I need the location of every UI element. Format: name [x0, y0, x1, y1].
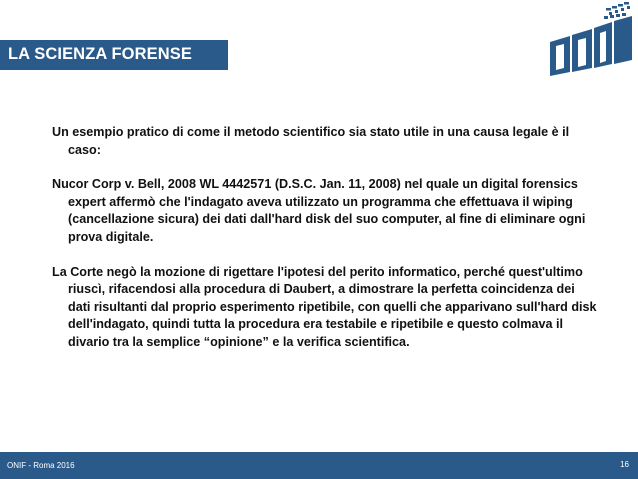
- footer-label: ONIF - Roma 2016: [7, 461, 75, 470]
- paragraph-case: Nucor Corp v. Bell, 2008 WL 4442571 (D.S.C. Jan. 11, 2008) nel quale un digital forensics expert affermò che l'indagato aveva utilizzato un programma che effettuava il wiping (cancellazione sicura) dei dati dall'hard disk del suo computer, al fine di eliminare ogni prova digitale.: [52, 177, 586, 244]
- slide-body: [52, 124, 598, 352]
- slide-title: LA SCIENZA FORENSE: [8, 45, 192, 63]
- page-number: 16: [620, 460, 629, 469]
- footer-bar: [0, 452, 638, 479]
- onif-logo-icon: [548, 2, 632, 76]
- slide-title-bar: [0, 40, 228, 70]
- paragraph-ruling: La Corte negò la mozione di rigettare l'ipotesi del perito informatico, perché quest'ultimo riuscì, rifacendosi alla procedura di Daubert, a dimostrare la perfetta coincidenza dei dati risultanti dal proprio esperimento ripetibile, con quelli che apparivano sull'hard disk dell'indagato, quindi tutta la procedura era testabile e ripetibile e questo colmava il divario tra la semplice “opinione” e la verifica scientifica.: [52, 264, 597, 349]
- paragraph-intro: Un esempio pratico di come il metodo scientifico sia stato utile in una causa legale è il caso:: [52, 125, 570, 157]
